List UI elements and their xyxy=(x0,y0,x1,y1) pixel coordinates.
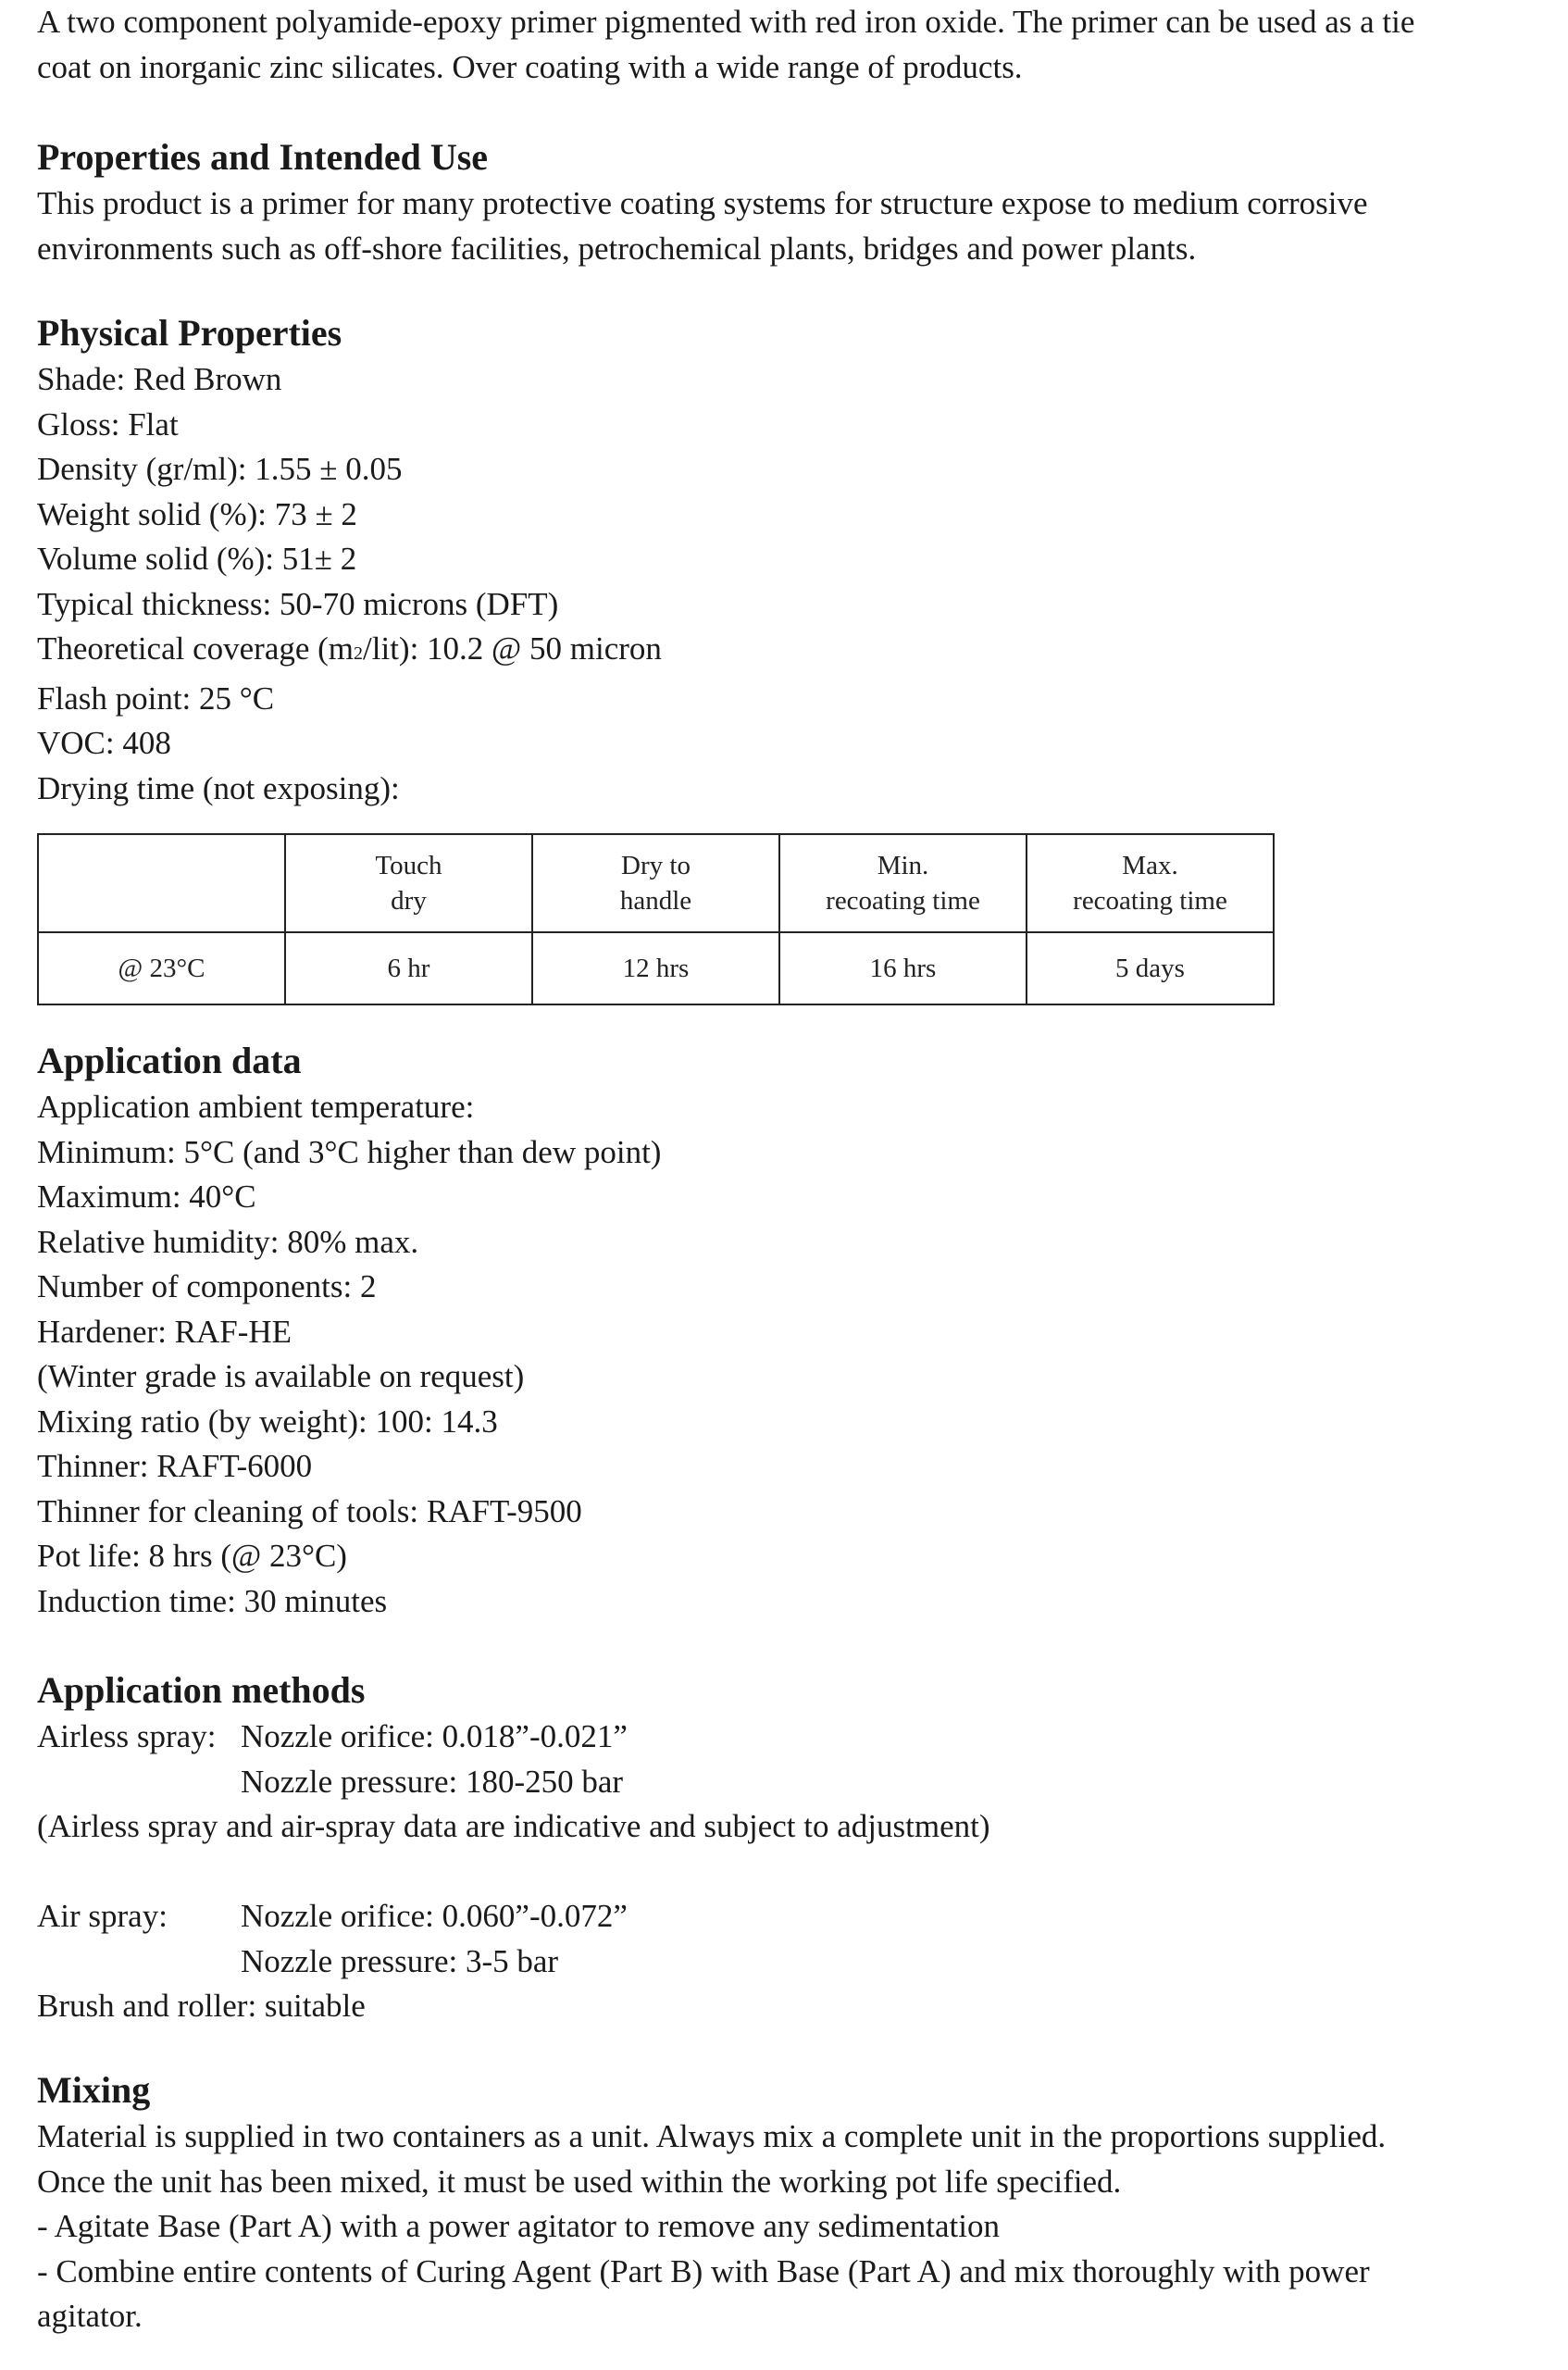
application-methods-section xyxy=(37,1666,990,2029)
property-line: Flash point: 25 °C xyxy=(37,680,275,717)
coverage-prefix: Theoretical coverage (m xyxy=(37,630,355,667)
body-line: agitator. xyxy=(37,2298,143,2334)
table-header-cell xyxy=(532,834,779,932)
body-line: Induction time: 30 minutes xyxy=(37,1582,388,1619)
body-line: Relative humidity: 80% max. xyxy=(37,1223,419,1260)
physical-properties-section xyxy=(37,309,662,811)
body-line: (Winter grade is available on request) xyxy=(37,1358,525,1394)
property-line: VOC: 408 xyxy=(37,725,171,761)
body-line: environments such as off-shore facilities, petrochemical plants, bridges and power plants. xyxy=(37,230,1197,267)
section-heading: Application data xyxy=(37,1040,302,1081)
intro-line: coat on inorganic zinc silicates. Over coating with a wide range of products. xyxy=(37,48,1023,85)
air-pressure-line xyxy=(37,1940,990,1985)
air-label: Air spray: xyxy=(37,1898,168,1934)
header-text: Dry to handle xyxy=(619,851,692,916)
header-text: Touch dry xyxy=(375,851,442,916)
table-cell: 6 hr xyxy=(285,932,532,1004)
body-line: Thinner: RAFT-6000 xyxy=(37,1448,313,1484)
table-header-cell xyxy=(779,834,1027,932)
section-heading: Physical Properties xyxy=(37,312,342,354)
airless-label: Airless spray: xyxy=(37,1718,217,1754)
body-line: Number of components: 2 xyxy=(37,1268,377,1304)
blank-line xyxy=(37,1850,990,1895)
body-line: - Combine entire contents of Curing Agent (Part B) with Base (Part A) and mix thoroughly with power xyxy=(37,2252,1370,2289)
table-cell: 12 hrs xyxy=(532,932,779,1004)
body-line: Material is supplied in two containers as a unit. Always mix a complete unit in the proportions supplied. xyxy=(37,2118,1387,2154)
application-data-section xyxy=(37,1037,661,1624)
brush-line: Brush and roller: suitable xyxy=(37,1988,366,2024)
drying-time-table xyxy=(37,833,1275,1005)
table-row xyxy=(38,932,1274,1004)
note-line: (Airless spray and air-spray data are indicative and subject to adjustment) xyxy=(37,1808,990,1844)
table-cell: 16 hrs xyxy=(779,932,1027,1004)
airless-pressure-line xyxy=(37,1760,990,1805)
table-header-cell xyxy=(1027,834,1274,932)
air-orifice: Nozzle orifice: 0.060”-0.072” xyxy=(241,1898,628,1934)
body-line: This product is a primer for many protective coating systems for structure expose to medium corrosive xyxy=(37,185,1368,221)
table-header-cell xyxy=(38,834,285,932)
properties-use-section xyxy=(37,133,1368,271)
property-line: Density (gr/ml): 1.55 ± 0.05 xyxy=(37,451,403,487)
airless-pressure: Nozzle pressure: 180-250 bar xyxy=(241,1763,624,1800)
table-header-row xyxy=(38,834,1274,932)
air-orifice-line xyxy=(37,1894,990,1940)
intro-line: A two component polyamide-epoxy primer pigmented with red iron oxide. The primer can be used as a tie xyxy=(37,4,1415,40)
section-heading: Application methods xyxy=(37,1669,366,1711)
property-line: Drying time (not exposing): xyxy=(37,769,400,806)
body-line: Hardener: RAF-HE xyxy=(37,1313,292,1350)
intro-paragraph xyxy=(37,0,1414,90)
table-cell: 5 days xyxy=(1027,932,1274,1004)
body-line: Thinner for cleaning of tools: RAFT-9500 xyxy=(37,1492,582,1529)
header-text: Max. recoating time xyxy=(1073,851,1227,916)
header-text: Min. recoating time xyxy=(826,851,980,916)
property-line: Gloss: Flat xyxy=(37,405,179,443)
body-line: Mixing ratio (by weight): 100: 14.3 xyxy=(37,1403,498,1440)
property-line: Volume solid (%): 51± 2 xyxy=(37,541,357,577)
body-line: Pot life: 8 hrs (@ 23°C) xyxy=(37,1538,347,1574)
body-line: - Agitate Base (Part A) with a power agitator to remove any sedimentation xyxy=(37,2208,1000,2244)
body-line: Minimum: 5°C (and 3°C higher than dew point) xyxy=(37,1133,662,1170)
section-heading: Mixing xyxy=(37,2069,151,2111)
property-line: Shade: Red Brown xyxy=(37,361,282,397)
body-line: Maximum: 40°C xyxy=(37,1179,256,1215)
property-line: Typical thickness: 50-70 microns (DFT) xyxy=(37,585,559,622)
air-pressure: Nozzle pressure: 3-5 bar xyxy=(241,1942,559,1979)
section-heading: Properties and Intended Use xyxy=(37,136,489,178)
table-header-cell xyxy=(285,834,532,932)
property-line: Weight solid (%): 73 ± 2 xyxy=(37,495,357,532)
airless-orifice-line xyxy=(37,1715,990,1760)
coverage-line xyxy=(37,627,662,677)
body-line: Once the unit has been mixed, it must be used within the working pot life specified. xyxy=(37,2163,1122,2200)
coverage-suffix: /lit): 10.2 @ 50 micron xyxy=(363,630,662,667)
table-cell: @ 23°C xyxy=(38,932,285,1004)
coverage-sub: 2 xyxy=(354,643,364,664)
airless-orifice: Nozzle orifice: 0.018”-0.021” xyxy=(241,1718,628,1754)
body-line: Application ambient temperature: xyxy=(37,1089,475,1125)
mixing-section xyxy=(37,2066,1386,2339)
